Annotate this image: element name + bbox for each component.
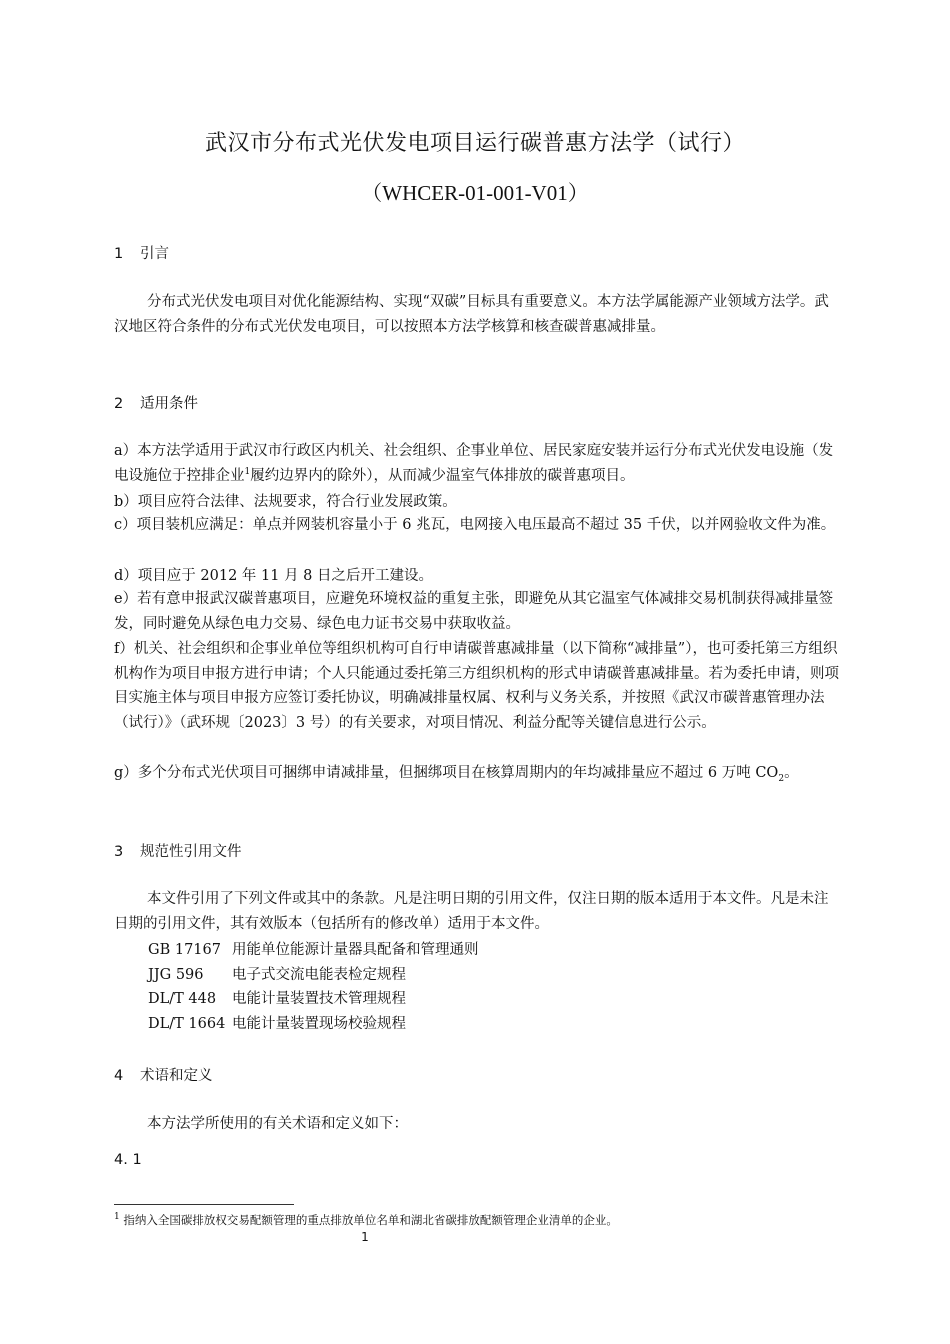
normative-paragraph: 本文件引用了下列文件或其中的条款。凡是注明日期的引用文件，仅注日期的版本适用于本文件。凡是未注日期的引用文件，其有效版本（包括所有的修改单）适用于本文件。 — [114, 891, 829, 932]
document-code: （WHCER-01-001-V01） — [361, 181, 589, 205]
condition-e: e）若有意申报武汉碳普惠项目，应避免环境权益的重复主张，即避免从其它温室气体减排交易机制获得减排量签发，同时避免从绿色电力交易、绿色电力证书交易中获取收益。 — [114, 591, 834, 632]
footnote-text: 指纳入全国碳排放权交易配额管理的重点排放单位名单和湖北省碳排放配额管理企业清单的企业。 — [123, 1213, 618, 1227]
footnote-ref: 1 — [244, 466, 251, 477]
section-title: 适用条件 — [140, 396, 198, 412]
reference-item: GB 17167 用能单位能源计量器具配备和管理通则 — [148, 942, 479, 958]
footnote — [114, 1212, 618, 1228]
reference-item: DL/T 1664 电能计量装置现场校验规程 — [148, 1016, 406, 1032]
section-number: 4 — [114, 1068, 124, 1084]
section-number: 3 — [114, 844, 124, 860]
condition-b: b）项目应符合法律、法规要求，符合行业发展政策。 — [114, 494, 457, 510]
reference-item: JJG 596 电子式交流电能表检定规程 — [148, 967, 406, 983]
section-title: 规范性引用文件 — [140, 844, 242, 860]
clause-4-1: 4. 1 — [114, 1152, 142, 1168]
condition-a: a）本方法学适用于武汉市行政区内机关、社会组织、企事业单位、居民家庭安装并运行分布式光伏发电设施（发电设施位于控排企业$^1$履约边界内的除外），从而减少温室气体排放的碳普惠项目。 — [114, 443, 834, 484]
section-heading-2 — [114, 392, 198, 413]
condition-d: d）项目应于 2012 年 11 月 8 日之后开工建设。 — [114, 568, 434, 584]
section-title: 术语和定义 — [140, 1068, 213, 1084]
reference-item: DL/T 448 电能计量装置技术管理规程 — [148, 991, 406, 1007]
page-number: 1 — [361, 1230, 369, 1244]
footnote-separator — [114, 1204, 294, 1205]
condition-c: c）项目装机应满足：单点并网装机容量小于 6 兆瓦，电网接入电压最高不超过 35 千伏，以并网验收文件为准。 — [114, 517, 836, 533]
section-number: 1 — [114, 246, 124, 262]
document-title: 武汉市分布式光伏发电项目运行碳普惠方法学（试行） — [204, 131, 745, 156]
terms-paragraph: 本方法学所使用的有关术语和定义如下： — [147, 1116, 408, 1132]
section-heading-3 — [114, 840, 242, 861]
footnote-mark: 1 — [114, 1212, 120, 1223]
condition-g: g）多个分布式光伏项目可捆绑申请减排量，但捆绑项目在核算周期内的年均减排量应不超过 6 万吨 $CO_2$。 — [114, 765, 799, 784]
intro-paragraph: 分布式光伏发电项目对优化能源结构、实现“双碳”目标具有重要意义。本方法学属能源产业领域方法学。武汉地区符合条件的分布式光伏发电项目，可以按照本方法学核算和核查碳普惠减排量。 — [114, 294, 829, 335]
section-title: 引言 — [140, 246, 169, 262]
section-heading-1 — [114, 242, 169, 263]
condition-f: f）机关、社会组织和企事业单位等组织机构可自行申请碳普惠减排量（以下简称“减排量”），也可委托第三方组织机构作为项目申报方进行申请；个人只能通过委托第三方组织机构的形式申请碳普惠减排量。若为委托申请，则项目实施主体与项目申报方应签订委托协议，明确减排量权属、权利与义务关系，并按照《武汉市碳普惠管理办法（试行）》（武环规〔2023〕3 号）的有关要求，对项目情况、利益分配等关键信息进行公示。 — [114, 641, 839, 731]
section-number: 2 — [114, 396, 124, 412]
section-heading-4 — [114, 1064, 213, 1085]
